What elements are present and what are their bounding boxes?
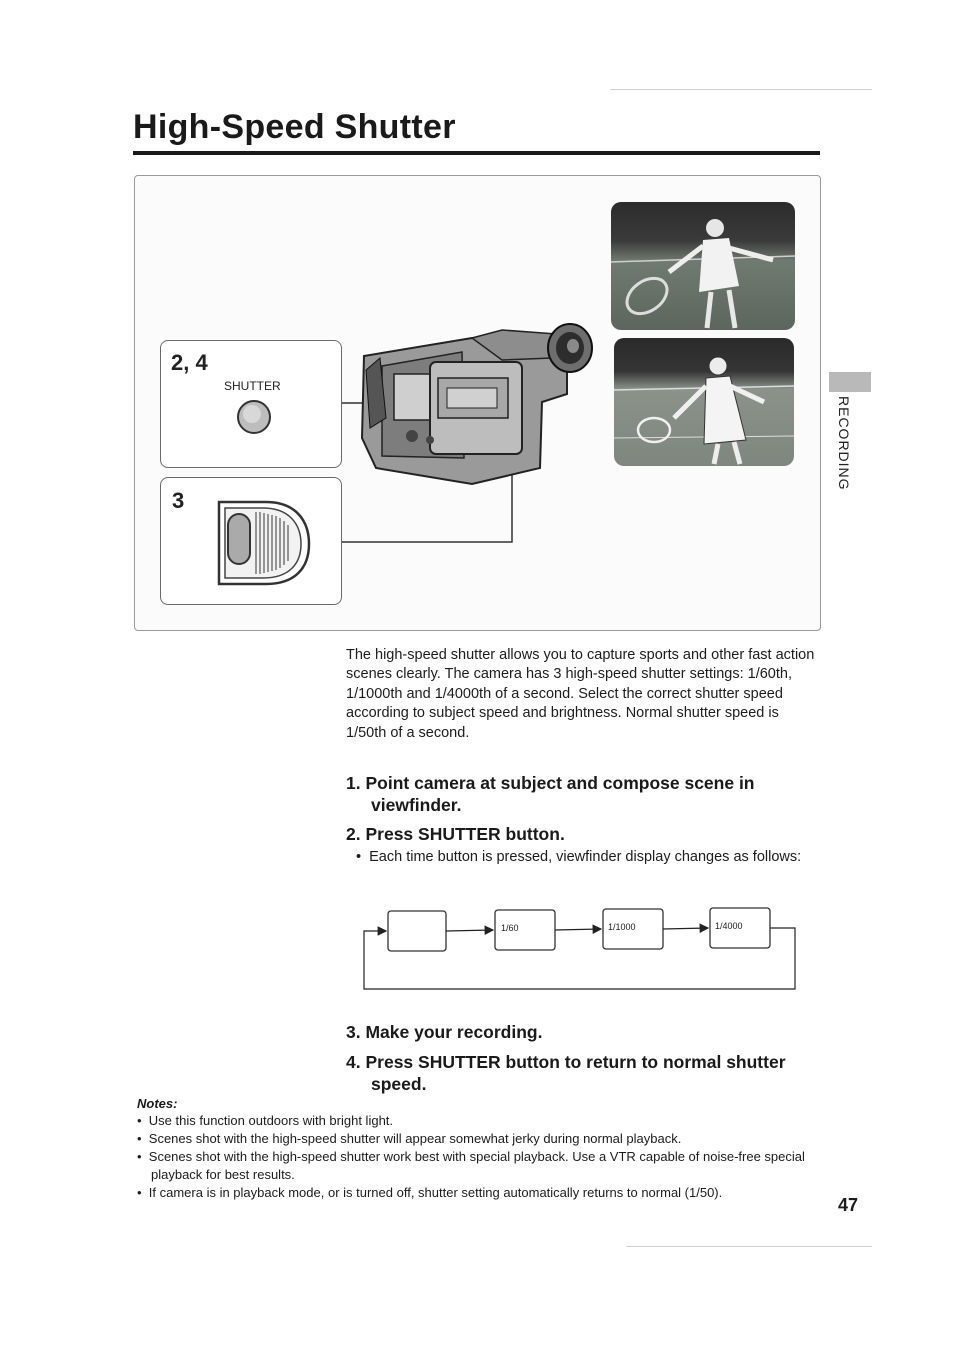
flow-label-1-60: 1/60 [501, 923, 519, 933]
bottom-faint-rule [626, 1246, 872, 1247]
title-rule [133, 151, 820, 155]
record-button-icon [211, 496, 311, 591]
bullet-dot: • [137, 1149, 149, 1164]
step-2-bullet [356, 848, 816, 867]
step-text: Point camera at subject and compose scene in viewfinder. [365, 773, 755, 815]
camcorder-illustration [352, 318, 597, 486]
flow-box-normal [388, 911, 446, 951]
flow-label-1-1000: 1/1000 [608, 922, 636, 932]
page-number: 47 [838, 1195, 859, 1215]
step-number: 1. [346, 773, 361, 793]
tennis-player-figure [614, 338, 794, 466]
note-text: Scenes shot with the high-speed shutter work best with special playback. Use a VTR capable of noise-free special playback for best results. [148, 1149, 805, 1182]
tennis-player-figure [611, 202, 795, 330]
step-3 [346, 1021, 816, 1043]
step-text: Make your recording. [365, 1022, 543, 1042]
shutter-button-icon [234, 397, 274, 437]
bullet-text: Each time button is pressed, viewfinder display changes as follows: [369, 849, 802, 865]
step-4 [346, 1051, 816, 1095]
note-text: If camera is in playback mode, or is turned off, shutter setting automatically returns to normal (1/50). [148, 1185, 723, 1200]
intro-paragraph: The high-speed shutter allows you to capture sports and other fast action scenes clearly. The camera has 3 high-speed shutter settings: 1/60th, 1/1000th and 1/4000th of a second. Select the correct shutter speed according to subject speed and brightness. Normal shutter speed is 1/50th of a second. [346, 647, 815, 741]
callout-caption: SHUTTER [224, 379, 281, 393]
note-item [137, 1148, 827, 1184]
bullet-dot: • [137, 1113, 149, 1128]
flow-label-1-4000: 1/4000 [715, 921, 743, 931]
step-2 [346, 823, 816, 845]
note-text: Scenes shot with the high-speed shutter will appear somewhat jerky during normal playback. [148, 1131, 682, 1146]
note-item [137, 1130, 827, 1148]
bullet-dot: • [137, 1131, 149, 1146]
note-text: Use this function outdoors with bright light. [148, 1113, 394, 1128]
step-number: 3. [346, 1022, 361, 1042]
shutter-cycle-diagram [360, 904, 800, 996]
section-tab-marker [829, 372, 871, 392]
photo-high-speed-shutter [614, 338, 794, 466]
step-number: 2. [346, 824, 361, 844]
step-1 [346, 772, 816, 816]
note-item [137, 1184, 827, 1202]
notes-list [137, 1112, 827, 1202]
callout-step-number: 3 [172, 488, 185, 513]
steps-list-top [346, 772, 816, 867]
bullet-dot: • [356, 849, 370, 865]
callout-record-button [160, 477, 342, 605]
notes-heading: Notes: [137, 1096, 178, 1111]
top-faint-rule [610, 89, 872, 90]
callout-step-number: 2, 4 [171, 350, 208, 375]
note-item [137, 1112, 827, 1130]
page-title: High-Speed Shutter [133, 108, 456, 146]
step-text: Press SHUTTER button. [365, 824, 565, 844]
steps-list-bottom [346, 1021, 816, 1095]
bullet-dot: • [137, 1185, 149, 1200]
photo-normal-shutter [611, 202, 795, 330]
section-tab-label: RECORDING [836, 396, 852, 491]
step-number: 4. [346, 1052, 361, 1072]
callout-shutter-button [160, 340, 342, 468]
step-text: Press SHUTTER button to return to normal shutter speed. [365, 1052, 786, 1094]
